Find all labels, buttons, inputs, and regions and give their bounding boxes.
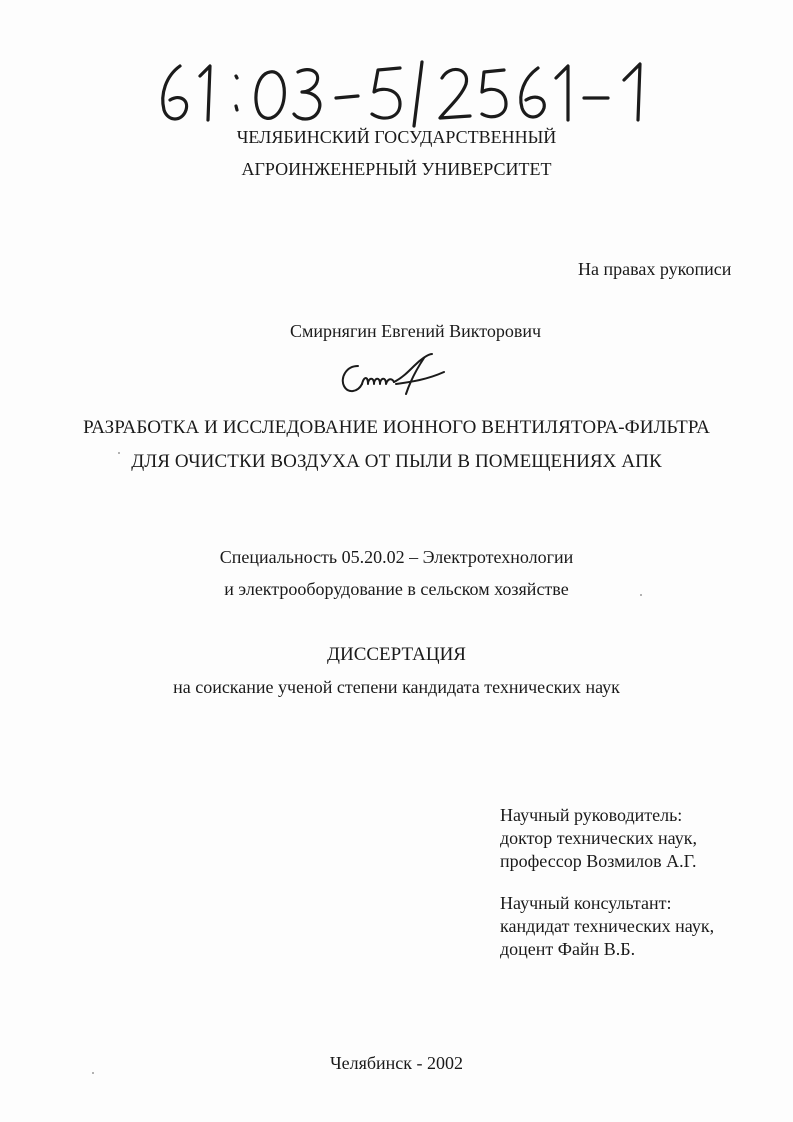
specialty-line-2: и электрооборудование в сельском хозяйстве (224, 579, 569, 599)
work-type-heading: ДИССЕРТАЦИЯ (327, 644, 466, 665)
author-signature (336, 352, 456, 400)
manuscript-rights-label: На правах рукописи (578, 259, 732, 279)
handwritten-archive-code (152, 58, 672, 128)
institution-line-2: АГРОИНЖЕНЕРНЫЙ УНИВЕРСИТЕТ (241, 159, 552, 179)
specialty-line-1: Специальность 05.20.02 – Электротехнологии (219, 547, 574, 567)
thesis-title-line-1: РАЗРАБОТКА И ИССЛЕДОВАНИЕ ИОННОГО ВЕНТИЛЯТОРА-ФИЛЬТРА (83, 417, 710, 438)
scan-speck (92, 1072, 94, 1074)
consultant-role: Научный консультант: (500, 893, 672, 913)
scan-speck (118, 452, 120, 454)
supervisor-role: Научный руководитель: (500, 805, 683, 825)
institution-line-1: ЧЕЛЯБИНСКИЙ ГОСУДАРСТВЕННЫЙ (236, 127, 557, 147)
consultant-name: доцент Файн В.Б. (500, 939, 636, 959)
footer-city-year: Челябинск - 2002 (329, 1053, 464, 1073)
thesis-title-line-2: ДЛЯ ОЧИСТКИ ВОЗДУХА ОТ ПЫЛИ В ПОМЕЩЕНИЯХ АПК (131, 451, 662, 472)
work-type-subtitle: на соискание ученой степени кандидата технических наук (173, 677, 620, 697)
scan-speck (640, 594, 642, 596)
supervisor-degree: доктор технических наук, (500, 828, 697, 848)
author-name: Смирнягин Евгений Викторович (290, 321, 542, 341)
supervisor-name: профессор Возмилов А.Г. (500, 851, 697, 871)
consultant-degree: кандидат технических наук, (500, 916, 715, 936)
